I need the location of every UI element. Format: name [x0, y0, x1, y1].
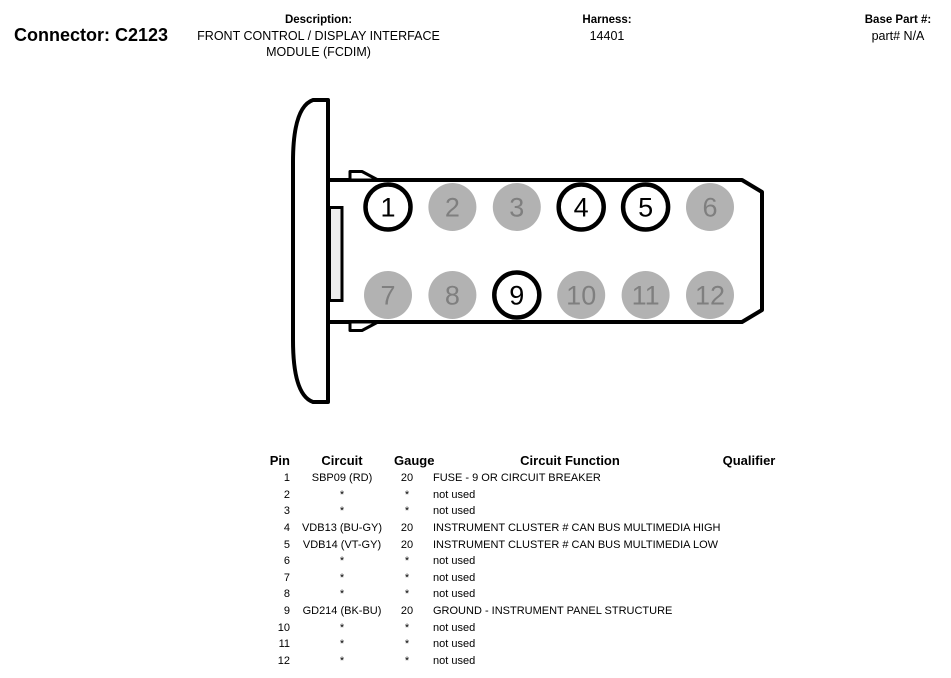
base-part-block [828, 13, 951, 45]
description-line-1: FRONT CONTROL / DISPLAY INTERFACE [197, 29, 440, 43]
base-part-value: part# N/A [871, 29, 925, 43]
pin-9-used [494, 273, 539, 318]
pin-table-cell-circuit: * [339, 638, 345, 651]
pin-table-cell-circuit: * [339, 621, 345, 634]
pin-table-row-11 [254, 636, 778, 653]
pin-table-cell-circuit: * [339, 488, 345, 501]
pin-table-row-10 [254, 619, 778, 636]
pin-table-cell-gauge: * [404, 654, 410, 667]
pin-2-unused [428, 183, 476, 231]
connector-key-slot [330, 208, 343, 301]
pin-table-cell-circuit: SBP09 (RD) [311, 472, 373, 485]
pin-table-cell-circuit: * [339, 555, 345, 568]
pin-table-cell-circuit: VDB13 (BU-GY) [301, 522, 383, 535]
pin-5-used [623, 185, 668, 230]
base-part-label: Base Part #: [864, 14, 932, 26]
pin-table-cell-circuit: * [339, 505, 345, 518]
pin-table-header-function: Circuit Function [520, 453, 620, 468]
pin-table-row-5 [254, 536, 778, 553]
pin-3-unused [493, 183, 541, 231]
pin-table-row-4 [254, 520, 778, 537]
pin-table-cell-gauge: * [404, 571, 410, 584]
pin-table-header [254, 451, 778, 470]
pin-table-cell-pin: 4 [283, 522, 290, 535]
pin-table-rows [254, 470, 778, 669]
pin-table-cell-function: GROUND - INSTRUMENT PANEL STRUCTURE [433, 605, 673, 618]
pin-table-cell-gauge: 20 [400, 605, 414, 618]
pin-table-cell-gauge: * [404, 505, 410, 518]
pin-table-cell-pin: 12 [277, 654, 290, 667]
pin-table-header-qualifier: Qualifier [722, 453, 776, 468]
pin-table-cell-pin: 9 [283, 605, 290, 618]
pin-table-cell-pin: 8 [283, 588, 290, 601]
pin-table-cell-gauge: 20 [400, 472, 414, 485]
pin-table-cell-gauge: * [404, 621, 410, 634]
pin-table-cell-function: not used [433, 654, 476, 667]
pin-table-header-gauge: Gauge [394, 453, 435, 468]
pin-table-cell-function: not used [433, 638, 476, 651]
pin-table-cell-circuit: * [339, 588, 345, 601]
pin-table-cell-function: INSTRUMENT CLUSTER # CAN BUS MULTIMEDIA HIGH [433, 522, 721, 535]
pin-table-cell-function: INSTRUMENT CLUSTER # CAN BUS MULTIMEDIA LOW [433, 538, 719, 551]
pin-6-unused [686, 183, 734, 231]
pin-table-cell-gauge: 20 [400, 538, 414, 551]
pin-table-header-pin: Pin [269, 453, 290, 468]
pin-table-row-9 [254, 603, 778, 620]
pin-11-unused [622, 271, 670, 319]
connector-lock-tab-bottom [350, 322, 378, 331]
pin-table [254, 451, 778, 669]
pin-1-used [366, 185, 411, 230]
pin-number-label: 4 [573, 192, 589, 223]
pin-4-used [559, 185, 604, 230]
pin-table-cell-pin: 2 [283, 488, 290, 501]
description-block [160, 13, 477, 60]
pin-table-cell-circuit: GD214 (BK-BU) [302, 605, 382, 618]
pin-table-cell-pin: 1 [283, 472, 290, 485]
pin-table-cell-gauge: 20 [400, 522, 414, 535]
pin-number-label: 8 [444, 280, 460, 311]
connector-lock-tab-top [350, 172, 378, 181]
pin-number-label: 6 [702, 192, 718, 223]
pin-number-label: 12 [694, 280, 726, 311]
pin-table-cell-gauge: * [404, 588, 410, 601]
pin-number-label: 2 [444, 192, 460, 223]
pin-7-unused [364, 271, 412, 319]
pin-table-cell-circuit: * [339, 654, 345, 667]
pin-table-row-8 [254, 586, 778, 603]
harness-label: Harness: [582, 14, 632, 26]
harness-block [537, 13, 677, 45]
pin-table-cell-circuit: * [339, 571, 345, 584]
pin-number-label: 1 [380, 192, 396, 223]
connector-flange [293, 100, 328, 402]
pin-table-header-circuit: Circuit [321, 453, 363, 468]
pin-table-row-2 [254, 487, 778, 504]
pin-table-cell-gauge: * [404, 638, 410, 651]
harness-value: 14401 [589, 29, 625, 43]
description-line-2: MODULE (FCDIM) [266, 44, 371, 59]
pin-number-label: 11 [631, 280, 660, 311]
pin-8-unused [428, 271, 476, 319]
pin-table-cell-pin: 11 [278, 638, 290, 651]
pin-table-cell-pin: 7 [283, 571, 290, 584]
pin-table-row-6 [254, 553, 778, 570]
description-label: Description: [284, 14, 353, 26]
pin-table-row-1 [254, 470, 778, 487]
pin-number-label: 7 [380, 280, 396, 311]
pin-number-label: 10 [566, 280, 597, 311]
connector-title: Connector: C2123 [14, 25, 169, 45]
pin-table-row-3 [254, 503, 778, 520]
pin-12-unused [686, 271, 734, 319]
pin-table-cell-function: not used [433, 621, 476, 634]
pin-table-cell-gauge: * [404, 488, 410, 501]
pin-table-cell-function: FUSE - 9 OR CIRCUIT BREAKER [433, 472, 601, 485]
pin-table-cell-function: not used [433, 505, 476, 518]
pin-table-row-7 [254, 570, 778, 587]
connector-diagram [285, 95, 770, 410]
pin-table-row-12 [254, 653, 778, 670]
pin-number-label: 9 [509, 280, 525, 311]
pin-table-cell-function: not used [433, 571, 476, 584]
pin-table-cell-function: not used [433, 555, 476, 568]
pin-table-cell-function: not used [433, 488, 476, 501]
pin-number-label: 3 [509, 192, 525, 223]
pin-table-cell-pin: 6 [283, 555, 290, 568]
pin-table-cell-gauge: * [404, 555, 410, 568]
pin-table-cell-circuit: VDB14 (VT-GY) [302, 538, 382, 551]
pin-10-unused [557, 271, 605, 319]
pin-table-cell-pin: 10 [277, 621, 290, 634]
pin-number-label: 5 [638, 192, 654, 223]
pin-table-cell-pin: 3 [283, 505, 290, 518]
pin-table-cell-function: not used [433, 588, 476, 601]
pin-table-cell-pin: 5 [283, 538, 290, 551]
